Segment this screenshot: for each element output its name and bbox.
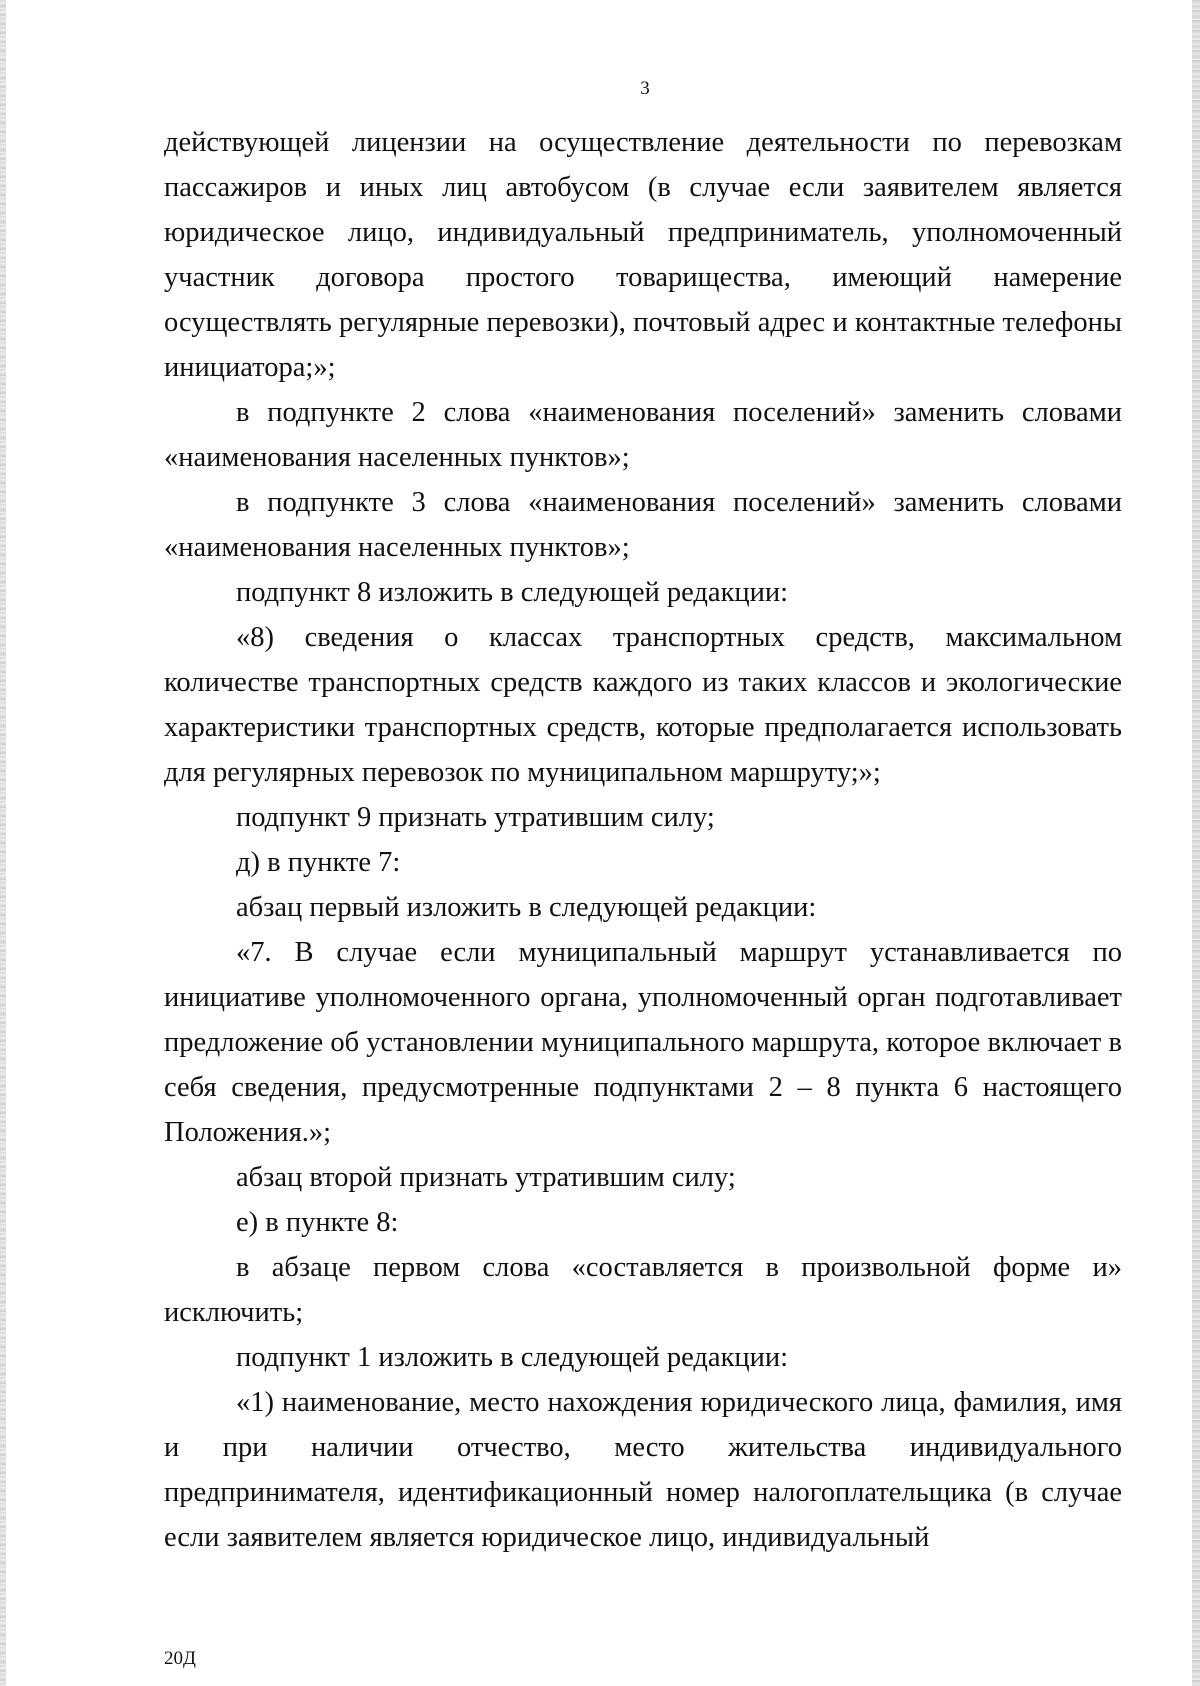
paragraph-subpoint-1-text: «1) наименование, место нахождения юридического лица, фамилия, имя и при наличии отчество, место жительства индивидуального предпринимателя, идентификационный номер налогоплательщика (в случае если заявителем является юридическое лицо, индивидуальный [164,1387,1122,1553]
paragraph-point-7-text: «7. В случае если муниципальный маршрут устанавливается по инициативе уполномоченного органа, уполномоченный орган подготавливает предложение об установлении муниципального маршрута, которое включает в себя сведения, предусмотренные подпунктами 2 – 8 пункта 6 настоящего Положения.»; [164,937,1122,1148]
paragraph-second-abzac: абзац второй признать утратившим силу; [236,1162,736,1193]
paragraph-subpoint-2: в подпункте 2 слова «наименования поселений» заменить словами «наименования населенных пунктов»; [164,397,1122,473]
footer-code: 20Д [164,1648,196,1669]
scan-edge-right [1192,0,1200,1686]
paragraph-first-abzac: абзац первый изложить в следующей редакции: [236,892,817,923]
paragraph-subpoint-9: подпункт 9 признать утратившим силу; [236,802,715,833]
paragraph-item-e: е) в пункте 8: [236,1207,399,1238]
page-number: 3 [640,78,650,99]
paragraph-item-d: д) в пункте 7: [236,847,401,878]
paragraph-subpoint-3: в подпункте 3 слова «наименования поселений» заменить словами «наименования населенных пунктов»; [164,487,1122,563]
paragraph-subpoint-8-text: «8) сведения о классах транспортных средств, максимальном количестве транспортных средств каждого из таких классов и экологические характеристики транспортных средств, которые предполагается использовать для регулярных перевозок по муниципальном маршруту;»; [164,622,1122,788]
document-body [164,120,1122,1560]
paragraph-subpoint-8-intro: подпункт 8 изложить в следующей редакции: [236,577,789,608]
scan-edge-left [0,0,6,1686]
paragraph-continuation: действующей лицензии на осуществление деятельности по перевозкам пассажиров и иных лиц автобусом (в случае если заявителем является юридическое лицо, индивидуальный предприниматель, уполномоченный участник договора простого товарищества, имеющий намерение осуществлять регулярные перевозки), почтовый адрес и контактные телефоны инициатора;»; [164,127,1122,383]
paragraph-abzac-first-words: в абзаце первом слова «составляется в произвольной форме и» исключить; [164,1252,1122,1328]
paragraph-subpoint-1-intro: подпункт 1 изложить в следующей редакции: [236,1342,789,1373]
